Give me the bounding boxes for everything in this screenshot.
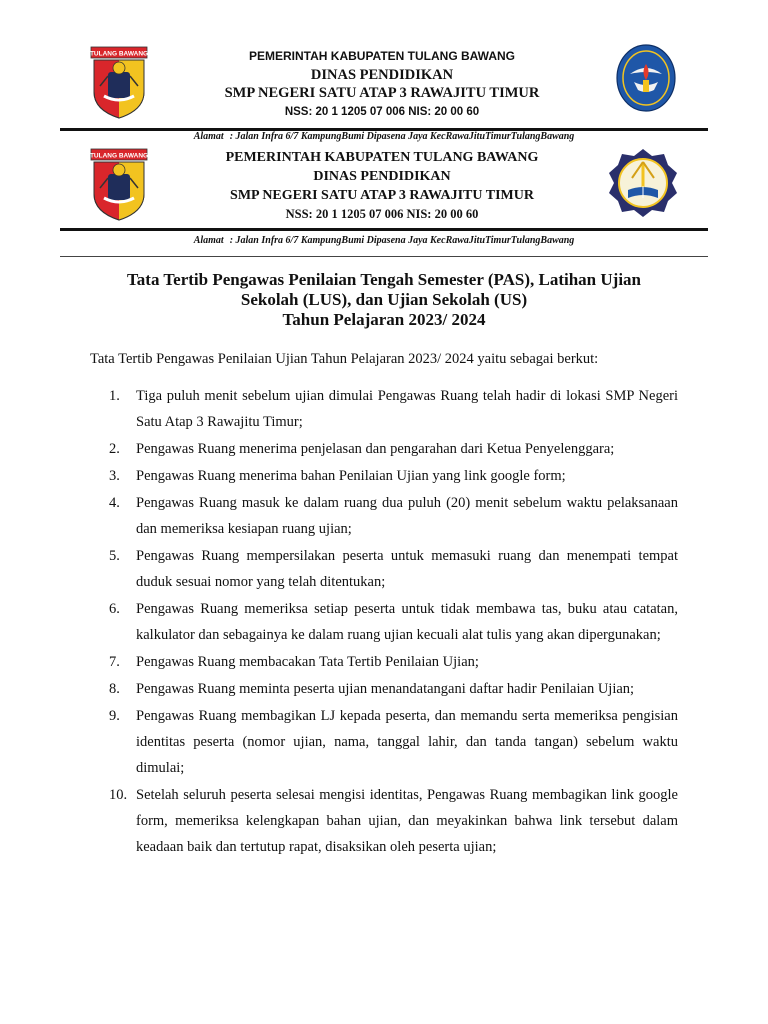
item-text: Setelah seluruh peserta selesai mengisi identitas, Pengawas Ruang membagikan link google form, memeriksa kelengkapan bahan ujian, dan meyakinkan bahwa link tersebut dalam keadaan baik dan tertutup rapat, disaksikan oleh peserta ujian; [136,787,678,855]
letterhead-1 [88,42,682,126]
list-item [109,782,678,860]
item-text: Pengawas Ruang membacakan Tata Tertib Penilaian Ujian; [136,654,479,670]
department-name: DINAS PENDIDIKAN [310,67,454,83]
item-text: Pengawas Ruang meminta peserta ujian menandatangani daftar hadir Penilaian Ujian; [136,681,635,697]
address-value: : Jalan Infra 6/7 KampungBumi Dipasena Jaya KecRawaJituTimurTulangBawang [229,235,575,246]
list-item [109,436,678,462]
address-divider [60,256,708,257]
school-name: SMP NEGERI SATU ATAP 3 RAWAJITU TIMUR [230,188,534,203]
item-number: 5. [109,548,120,564]
document-title [96,270,672,330]
item-number: 7. [109,654,120,670]
list-item [109,383,678,435]
tulang-bawang-crest-icon [90,46,148,120]
tut-wuri-handayani-icon [616,44,676,112]
item-number: 2. [109,441,120,457]
address-line-1 [60,130,708,144]
item-text: Pengawas Ruang memeriksa setiap peserta untuk tidak membawa tas, buku atau catatan, kalkulator dan sebagainya ke dalam ruang ujian kecuali alat tulis yang akan dipergunakan; [136,601,678,643]
item-number: 3. [109,468,120,484]
department-name: DINAS PENDIDIKAN [313,169,451,184]
list-item [109,703,678,781]
list-item [109,596,678,648]
item-number: 9. [109,708,120,724]
address-label: Alamat [193,131,224,142]
school-identifiers: NSS: 20 1 1205 07 006 NIS: 20 00 60 [285,207,479,221]
item-number: 8. [109,681,120,697]
item-number: 6. [109,601,120,617]
address-value: : Jalan Infra 6/7 KampungBumi Dipasena Jaya KecRawaJituTimurTulangBawang [229,131,575,142]
item-text: Pengawas Ruang menerima bahan Penilaian Ujian yang link google form; [136,468,566,484]
item-text: Pengawas Ruang mempersilakan peserta untuk memasuki ruang dan menempati tempat duduk sesuai nomor yang telah ditentukan; [136,548,678,590]
school-identifiers: NSS: 20 1 1205 07 006 NIS: 20 00 60 [284,106,480,118]
title-line-2: Sekolah (LUS), dan Ujian Sekolah (US) [240,290,528,309]
government-name: PEMERINTAH KABUPATEN TULANG BAWANG [225,150,539,165]
list-item [109,543,678,595]
item-text: Pengawas Ruang membagikan LJ kepada peserta, dan memandu serta memeriksa pengisian identitas peserta (nomor ujian, nama, tanggal lahir, dan tanda tangan) sebelum waktu dimulai; [136,708,678,776]
address-label: Alamat [193,235,224,246]
list-item [109,490,678,542]
school-name: SMP NEGERI SATU ATAP 3 RAWAJITU TIMUR [224,85,540,101]
crest-banner-text: TULANG BAWANG [90,50,148,58]
list-item [109,463,678,489]
address-line-2 [60,234,708,248]
item-text: Pengawas Ruang masuk ke dalam ruang dua puluh (20) menit sebelum waktu pelaksanaan dan memeriksa kesiapan ruang ujian; [136,495,678,537]
government-name: PEMERINTAH KABUPATEN TULANG BAWANG [249,49,515,63]
header-divider [60,228,708,231]
crest-banner-text: TULANG BAWANG [90,152,148,160]
item-number: 1. [109,388,120,404]
intro-paragraph: Tata Tertib Pengawas Penilaian Ujian Tahun Pelajaran 2023/ 2024 yaitu sebagai berkut: [90,351,599,367]
letterhead-2-text [158,148,606,223]
title-line-1: Tata Tertib Pengawas Penilaian Tengah Semester (PAS), Latihan Ujian [127,270,641,289]
list-item [109,676,678,702]
item-text: Pengawas Ruang menerima penjelasan dan pengarahan dari Ketua Penyelenggara; [136,441,615,457]
item-number: 10. [109,787,128,803]
item-text: Tiga puluh menit sebelum ujian dimulai Pengawas Ruang telah hadir di lokasi SMP Negeri Satu Atap 3 Rawajitu Timur; [136,388,678,430]
list-item [109,649,678,675]
title-line-3: Tahun Pelajaran 2023/ 2024 [282,310,486,329]
letterhead-2 [88,146,682,226]
rules-list [109,383,678,861]
tulang-bawang-crest-icon [90,148,148,222]
item-number: 4. [109,495,120,511]
letterhead-1-text [158,46,606,122]
school-emblem-icon [608,148,678,218]
